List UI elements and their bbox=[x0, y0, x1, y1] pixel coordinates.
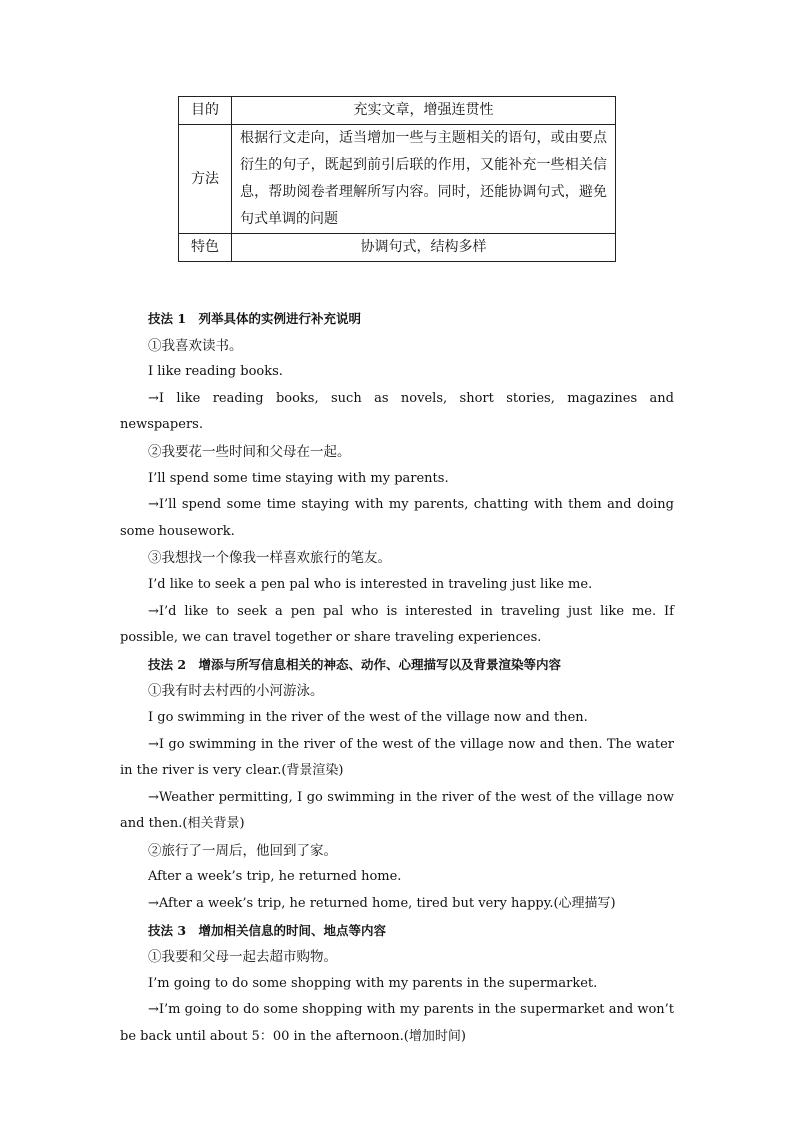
example-improved: →I’ll spend some time staying with my parents, chatting with them and doing some housework. bbox=[120, 497, 674, 539]
example-chinese: ②旅行了一周后，他回到了家。 bbox=[148, 842, 337, 859]
table-row-label: 特色 bbox=[179, 234, 232, 262]
example-chinese: ③我想找一个像我一样喜欢旅行的笔友。 bbox=[148, 550, 391, 567]
table-row-label: 目的 bbox=[179, 97, 232, 125]
example-chinese: ①我要和父母一起去超市购物。 bbox=[148, 949, 337, 966]
example-english: After a week’s trip, he returned home. bbox=[148, 869, 402, 885]
table-row bbox=[179, 234, 616, 262]
summary-table bbox=[178, 96, 616, 262]
example-chinese: ①我喜欢读书。 bbox=[148, 337, 243, 354]
body-text bbox=[120, 306, 674, 1051]
example-chinese: ②我要花一些时间和父母在一起。 bbox=[148, 443, 351, 460]
table-row bbox=[179, 125, 616, 234]
example-english: I like reading books. bbox=[148, 364, 283, 380]
example-english: I go swimming in the river of the west of the village now and then. bbox=[148, 709, 588, 725]
example-improved: →Weather permitting, I go swimming in the river of the west of the village now and then.(相关背景) bbox=[120, 789, 674, 832]
section-heading: 技法 1 列举具体的实例进行补充说明 bbox=[148, 311, 362, 326]
table-row bbox=[179, 97, 616, 125]
example-improved: →I like reading books, such as novels, short stories, magazines and newspapers. bbox=[120, 390, 674, 433]
example-english: I’m going to do some shopping with my parents in the supermarket. bbox=[148, 975, 598, 991]
example-improved: →After a week’s trip, he returned home, tired but very happy.(心理描写) bbox=[148, 896, 616, 912]
example-chinese: ①我有时去村西的小河游泳。 bbox=[148, 683, 324, 700]
table-row-content: 根据行文走向，适当增加一些与主题相关的语句，或由要点衍生的句子，既起到前引后联的作用，又能补充一些相关信息，帮助阅卷者理解所写内容。同时，还能协调句式，避免句式单调的问题 bbox=[232, 125, 616, 234]
example-english: I’ll spend some time staying with my parents. bbox=[148, 470, 449, 486]
section-heading: 技法 3 增加相关信息的时间、地点等内容 bbox=[148, 922, 387, 938]
example-improved: →I’d like to seek a pen pal who is interested in traveling just like me. If possible, we can travel together or share traveling experiences. bbox=[120, 603, 674, 646]
table-row-content: 协调句式，结构多样 bbox=[232, 234, 616, 262]
example-improved: →I’m going to do some shopping with my parents in the supermarket and won’t be back until about 5：00 in the afternoon.(增加时间) bbox=[120, 1002, 674, 1045]
table-row-label: 方法 bbox=[179, 125, 232, 234]
section-heading: 技法 2 增添与所写信息相关的神态、动作、心理描写以及背景渲染等内容 bbox=[148, 656, 562, 672]
example-improved: →I go swimming in the river of the west of the village now and then. The water in the river is very clear.(背景渲染) bbox=[120, 736, 674, 779]
example-english: I’d like to seek a pen pal who is interested in traveling just like me. bbox=[148, 576, 593, 592]
table-row-content: 充实文章，增强连贯性 bbox=[232, 97, 616, 125]
